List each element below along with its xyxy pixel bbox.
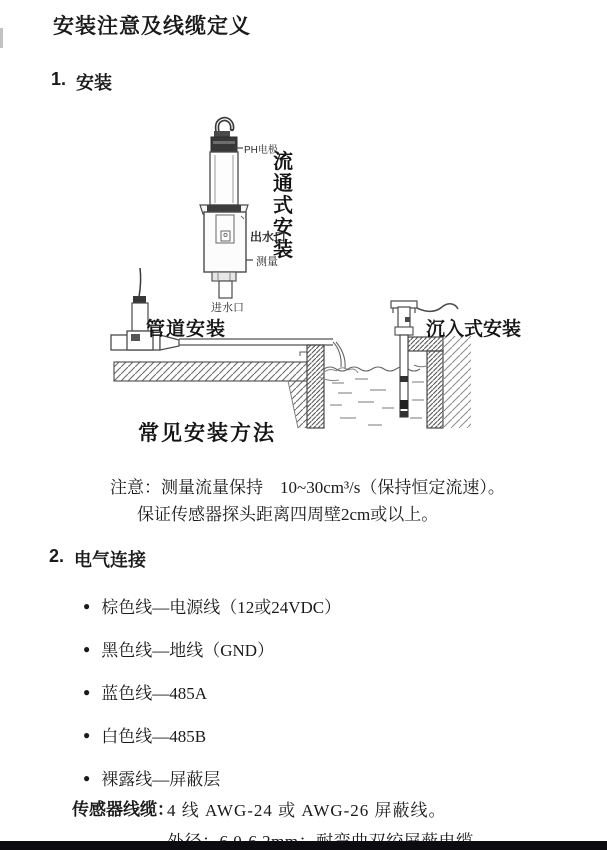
outlet-label: 出水口 (250, 230, 287, 244)
pipeline-install-label: 管道安装 (146, 319, 227, 340)
page-title: 安装注意及线缆定义 (53, 15, 251, 38)
installation-diagram (100, 115, 570, 450)
sensor-cable-label: 传感器线缆： (72, 800, 174, 819)
list-item (83, 722, 206, 747)
submerged-install-label: 沉入式安装 (426, 319, 522, 340)
bullet-icon: ● (83, 727, 91, 742)
wire-blue: 蓝色线—485A (101, 684, 208, 703)
list-item (83, 593, 341, 618)
list-item (83, 679, 207, 704)
bottom-black-bar (0, 841, 607, 850)
list-item (83, 636, 274, 661)
bullet-icon: ● (83, 684, 91, 699)
diagram-caption: 常见安装方法 (138, 421, 276, 445)
bullet-icon: ● (83, 598, 91, 613)
wire-bare: 裸露线—屏蔽层 (101, 770, 221, 789)
section-1-title: 安装 (76, 73, 113, 93)
note-line-2: 保证传感器探头距离四周壁2cm或以上。 (137, 505, 439, 524)
sensor-cable-spec: 4 线 AWG-24 或 AWG-26 屏蔽线。 (167, 801, 447, 820)
list-item (83, 765, 220, 790)
wire-black: 黑色线—地线（GND） (101, 641, 275, 660)
section-2-number: 2. (49, 546, 65, 566)
inlet-label: 进水口 (211, 302, 244, 314)
scan-artifact (0, 28, 3, 48)
bullet-icon: ● (83, 641, 91, 656)
bullet-icon: ● (83, 770, 91, 785)
ground-and-tank (114, 336, 471, 428)
section-2-header (49, 546, 146, 572)
note-label: 注意： (110, 478, 161, 497)
section-1-header (51, 69, 112, 95)
note-text-1: 测量流量保持 10~30cm³/s（保持恒定流速）。 (161, 478, 505, 497)
ph-electrode-label: PH电极 (244, 145, 278, 156)
flow-through-install-label: 流通式安装 (273, 151, 293, 261)
section-1-number: 1. (51, 69, 67, 89)
section-2-title: 电气连接 (74, 550, 147, 570)
wire-white: 白色线—485B (101, 727, 207, 746)
wire-brown: 棕色线—电源线（12或24VDC） (101, 598, 342, 617)
measure-label: 测量 (256, 256, 278, 268)
